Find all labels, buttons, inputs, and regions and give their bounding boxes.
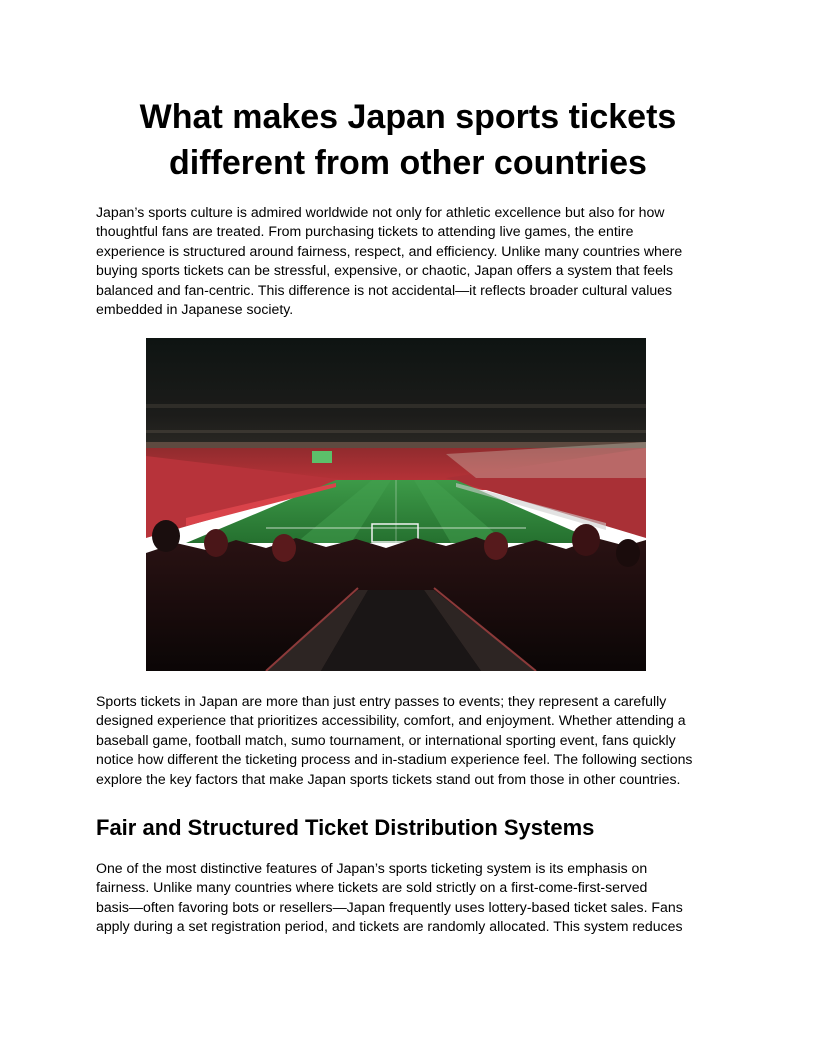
text-line: One of the most distinctive features of Japan’s sports ticketing system is its emphasis on bbox=[96, 860, 648, 876]
section-paragraph bbox=[96, 859, 736, 937]
section-heading: Fair and Structured Ticket Distribution Systems bbox=[96, 815, 595, 840]
text-line: apply during a set registration period, and tickets are randomly allocated. This system reduces bbox=[96, 918, 683, 935]
text-line: Japan’s sports culture is admired worldwide not only for athletic excellence but also for how bbox=[96, 204, 665, 220]
text-line: designed experience that prioritizes accessibility, comfort, and enjoyment. Whether attending a bbox=[96, 712, 686, 729]
spectator bbox=[204, 529, 228, 557]
article-title: What makes Japan sports tickets different from other countries bbox=[139, 98, 677, 182]
text-line: fairness. Unlike many countries where tickets are sold strictly on a first-come-first-served bbox=[96, 879, 648, 896]
spectator bbox=[616, 539, 640, 567]
text-line: notice how different the ticketing process and in-stadium experience feel. The following sections bbox=[96, 751, 693, 768]
text-line: basis—often favoring bots or resellers—Japan frequently uses lottery-based ticket sales. Fans bbox=[96, 898, 683, 915]
text-line: embedded in Japanese society. bbox=[96, 301, 294, 318]
body-paragraph bbox=[96, 692, 736, 789]
text-line: thoughtful fans are treated. From purchasing tickets to attending live games, the entire bbox=[96, 223, 634, 240]
text-line: baseball game, football match, sumo tournament, or international sporting event, fans quickly bbox=[96, 731, 676, 748]
spectator bbox=[272, 534, 296, 562]
text-line: balanced and fan-centric. This difference is not accidental—it reflects broader cultural values bbox=[96, 281, 673, 298]
text-line: explore the key factors that make Japan sports tickets stand out from those in other countries. bbox=[96, 770, 681, 787]
intro-paragraph bbox=[96, 203, 736, 319]
stadium-photo bbox=[146, 338, 646, 671]
text-line: buying sports tickets can be stressful, expensive, or chaotic, Japan offers a system that feels bbox=[96, 262, 674, 279]
roof-beam bbox=[146, 430, 646, 433]
spectator bbox=[484, 532, 508, 560]
text-line: Sports tickets in Japan are more than just entry passes to events; they represent a carefully bbox=[96, 693, 667, 709]
scoreboard bbox=[312, 451, 332, 463]
text-line: experience is structured around fairness, respect, and efficiency. Unlike many countries where bbox=[96, 242, 683, 259]
roof-beam bbox=[146, 404, 646, 408]
spectator bbox=[572, 524, 600, 556]
spectator bbox=[152, 520, 180, 552]
